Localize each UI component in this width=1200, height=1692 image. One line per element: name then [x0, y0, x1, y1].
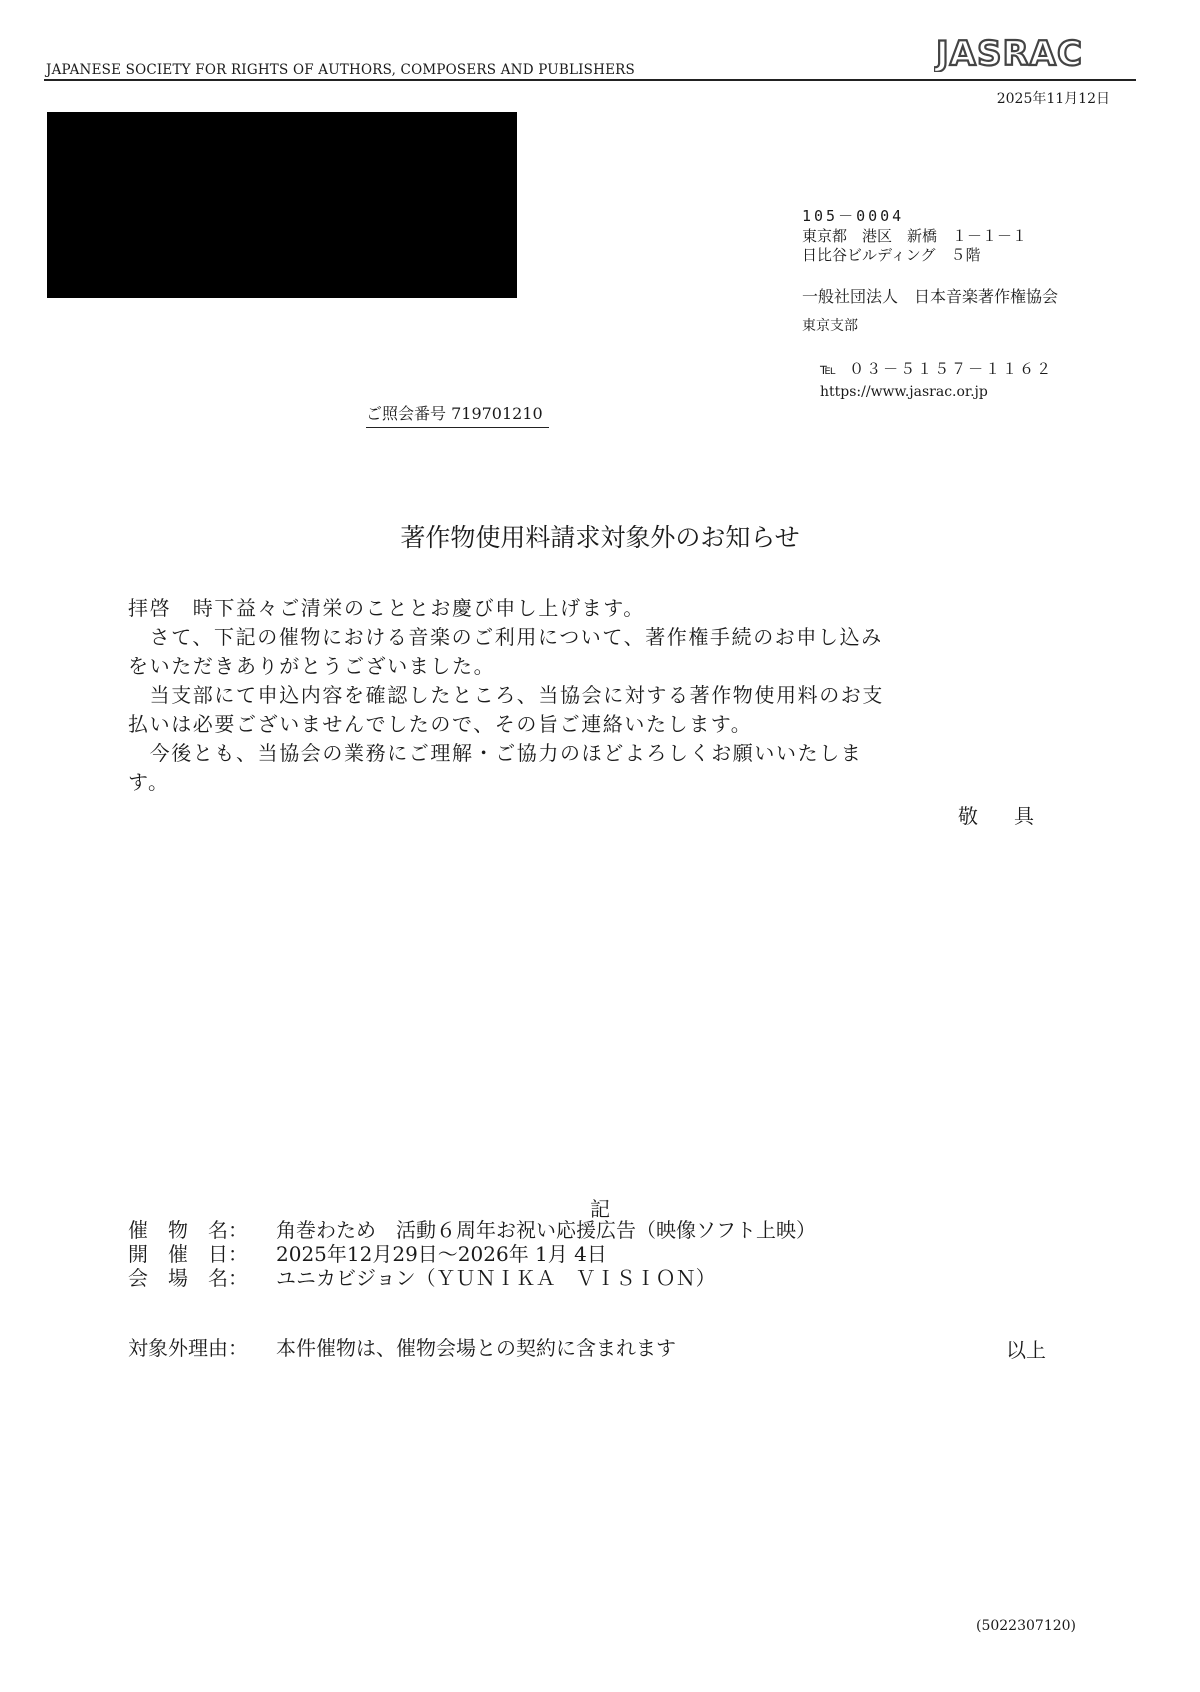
- sender-postal-code: 105－0004: [802, 207, 905, 225]
- details-heading: 記: [590, 1197, 610, 1221]
- sender-telephone: ℡ ０３－５１５７－１１６２: [820, 360, 1054, 378]
- sender-address-line1: 東京都 港区 新橋 １－１－１: [802, 227, 1028, 245]
- sender-branch: 東京支部: [802, 318, 858, 334]
- event-date-value: 2025年12月29日～2026年 1月 4日: [276, 1242, 607, 1266]
- exemption-reason-label: 対象外理由：: [128, 1336, 248, 1360]
- event-date-row: [128, 1242, 607, 1266]
- body-line: さて、下記の催物における音楽のご利用について、著作権手続のお申し込み: [128, 625, 883, 649]
- document-title: 著作物使用料請求対象外のお知らせ: [400, 523, 800, 552]
- document-date: 2025年11月12日: [996, 91, 1110, 107]
- end-mark: 以上: [1006, 1338, 1046, 1362]
- header-divider: [44, 79, 1136, 81]
- event-name-row: [128, 1218, 816, 1242]
- exemption-reason-value: 本件催物は、催物会場との契約に含まれます: [276, 1336, 676, 1360]
- body-line: をいただきありがとうございました。: [128, 654, 496, 678]
- sender-organization: 一般社団法人 日本音楽著作権協会: [802, 287, 1059, 306]
- body-line: 今後とも、当協会の業務にご理解・ご協力のほどよろしくお願いいたしま: [128, 741, 863, 765]
- body-line: す。: [128, 770, 170, 794]
- event-name-label: 催 物 名：: [128, 1218, 248, 1242]
- header-organization-name: JAPANESE SOCIETY FOR RIGHTS OF AUTHORS, COMPOSERS AND PUBLISHERS: [46, 62, 635, 78]
- redacted-recipient-block: [47, 112, 517, 298]
- body-line: 拝啓 時下益々ご清栄のこととお慶び申し上げます。: [128, 596, 645, 620]
- event-name-value: 角巻わため 活動６周年お祝い応援広告（映像ソフト上映）: [276, 1218, 816, 1242]
- reference-number: ご照会番号 719701210: [366, 401, 549, 428]
- closing-salutation: 敬 具: [958, 804, 1042, 828]
- exemption-reason-row: [128, 1336, 676, 1360]
- venue-label: 会 場 名：: [128, 1266, 248, 1290]
- body-line: 当支部にて申込内容を確認したところ、当協会に対する著作物使用料のお支: [128, 683, 884, 707]
- body-line: 払いは必要ございませんでしたので、その旨ご連絡いたします。: [128, 712, 753, 736]
- jasrac-logo: [934, 32, 1120, 72]
- sender-address-line2: 日比谷ビルディング ５階: [802, 246, 981, 264]
- svg-text:JASRAC: JASRAC: [936, 34, 1083, 72]
- venue-value: ユニカビジョン（ＹＵＮＩＫＡ ＶＩＳＩＯＮ）: [276, 1266, 716, 1290]
- document-code: (5022307120): [976, 1618, 1076, 1634]
- sender-website: https://www.jasrac.or.jp: [820, 384, 988, 400]
- venue-row: [128, 1266, 716, 1290]
- letter-body: [128, 594, 1048, 797]
- event-date-label: 開 催 日：: [128, 1242, 248, 1266]
